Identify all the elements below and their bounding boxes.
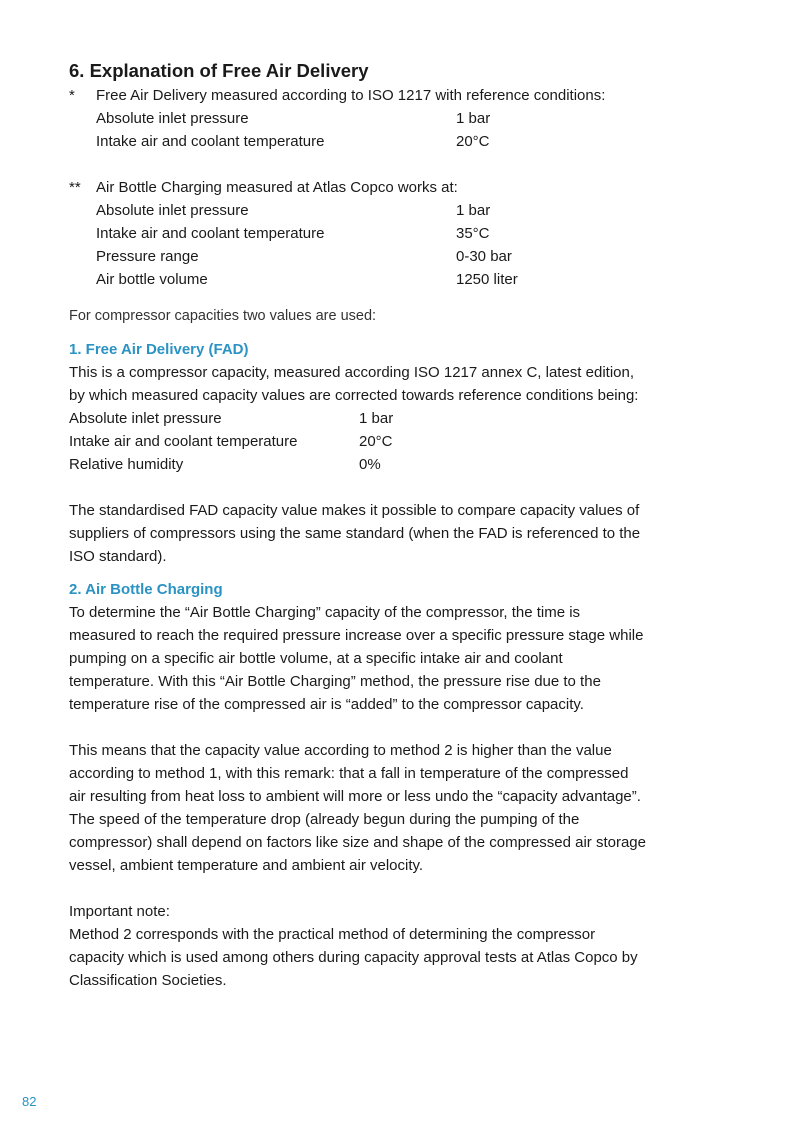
- note-1-mark: *: [69, 87, 75, 104]
- section-2-paragraph-line: compressor) shall depend on factors like size and shape of the compressed air storage: [69, 834, 646, 851]
- important-note-label: Important note:: [69, 903, 170, 920]
- reference-note-2: [69, 176, 709, 291]
- page-heading: 6. Explanation of Free Air Delivery: [69, 60, 369, 81]
- row-label: Pressure range: [96, 248, 199, 265]
- note-1-row: [69, 130, 709, 153]
- section-2-paragraph-line: vessel, ambient temperature and ambient air velocity.: [69, 857, 424, 874]
- spacer: [69, 153, 709, 176]
- row-value: 1 bar: [456, 110, 491, 127]
- section-2-paragraph-line: This means that the capacity value according to method 2 is higher than the value: [69, 742, 612, 759]
- row-label: Intake air and coolant temperature: [96, 225, 325, 242]
- page-number: 82: [22, 1094, 37, 1109]
- section-2-paragraph-line: air resulting from heat loss to ambient will more or less undo the “capacity advantage”.: [69, 788, 641, 805]
- note-2-line: [69, 176, 709, 199]
- section-2-paragraph-line: The speed of the temperature drop (already begun during the pumping of the: [69, 811, 580, 828]
- spacer: [69, 476, 709, 499]
- section-2-title: 2. Air Bottle Charging: [69, 581, 223, 598]
- note-2-mark: **: [69, 179, 81, 196]
- note-1-text: Free Air Delivery measured according to ISO 1217 with reference conditions:: [96, 87, 606, 104]
- note-2-row: [69, 245, 709, 268]
- row-value: 20°C: [456, 133, 490, 150]
- note-1-line: [69, 84, 709, 107]
- row-label: Absolute inlet pressure: [96, 202, 249, 219]
- row-value: 1250 liter: [456, 271, 518, 288]
- row-value: 20°C: [359, 433, 393, 450]
- intro-text: For compressor capacities two values are used:: [69, 308, 377, 324]
- note-2-row: [69, 268, 709, 291]
- section-2-paragraph-line: measured to reach the required pressure increase over a specific pressure stage while: [69, 627, 644, 644]
- note-1-row: [69, 107, 709, 130]
- row-label: Air bottle volume: [96, 271, 208, 288]
- row-label: Intake air and coolant temperature: [96, 133, 325, 150]
- section-1-title: 1. Free Air Delivery (FAD): [69, 341, 249, 358]
- document-page: [69, 58, 709, 992]
- important-note-line: capacity which is used among others during capacity approval tests at Atlas Copco by: [69, 949, 638, 966]
- row-value: 1 bar: [359, 410, 394, 427]
- note-2-row: [69, 199, 709, 222]
- fad-condition-row: [69, 407, 709, 430]
- section-1-paragraph-line: The standardised FAD capacity value makes it possible to compare capacity values of: [69, 502, 640, 519]
- row-label: Intake air and coolant temperature: [69, 433, 298, 450]
- row-value: 35°C: [456, 225, 490, 242]
- note-2-row: [69, 222, 709, 245]
- fad-condition-row: [69, 430, 709, 453]
- section-1-line: This is a compressor capacity, measured according ISO 1217 annex C, latest edition,: [69, 364, 634, 381]
- row-value: 0%: [359, 456, 381, 473]
- row-label: Absolute inlet pressure: [96, 110, 249, 127]
- section-2-paragraph-line: temperature. With this “Air Bottle Charging” method, the pressure rise due to the: [69, 673, 601, 690]
- row-label: Relative humidity: [69, 456, 184, 473]
- section-2-paragraph-line: To determine the “Air Bottle Charging” capacity of the compressor, the time is: [69, 604, 581, 621]
- reference-note-1: [69, 84, 709, 153]
- section-2-paragraph-line: according to method 1, with this remark: that a fall in temperature of the compressed: [69, 765, 629, 782]
- important-note-line: Method 2 corresponds with the practical method of determining the compressor: [69, 926, 596, 943]
- row-value: 1 bar: [456, 202, 491, 219]
- spacer: [69, 877, 709, 900]
- row-label: Absolute inlet pressure: [69, 410, 222, 427]
- section-2-paragraph-line: pumping on a specific air bottle volume, at a specific intake air and coolant: [69, 650, 563, 667]
- section-1-paragraph-line: ISO standard).: [69, 548, 167, 565]
- section-2-paragraph-line: temperature rise of the compressed air is “added” to the compressor capacity.: [69, 696, 584, 713]
- note-2-text: Air Bottle Charging measured at Atlas Copco works at:: [96, 179, 458, 196]
- section-1-line: by which measured capacity values are corrected towards reference conditions being:: [69, 387, 639, 404]
- row-value: 0-30 bar: [456, 248, 512, 265]
- section-1-paragraph-line: suppliers of compressors using the same standard (when the FAD is referenced to the: [69, 525, 641, 542]
- fad-condition-row: [69, 453, 709, 476]
- spacer: [69, 716, 709, 739]
- important-note-line: Classification Societies.: [69, 972, 227, 989]
